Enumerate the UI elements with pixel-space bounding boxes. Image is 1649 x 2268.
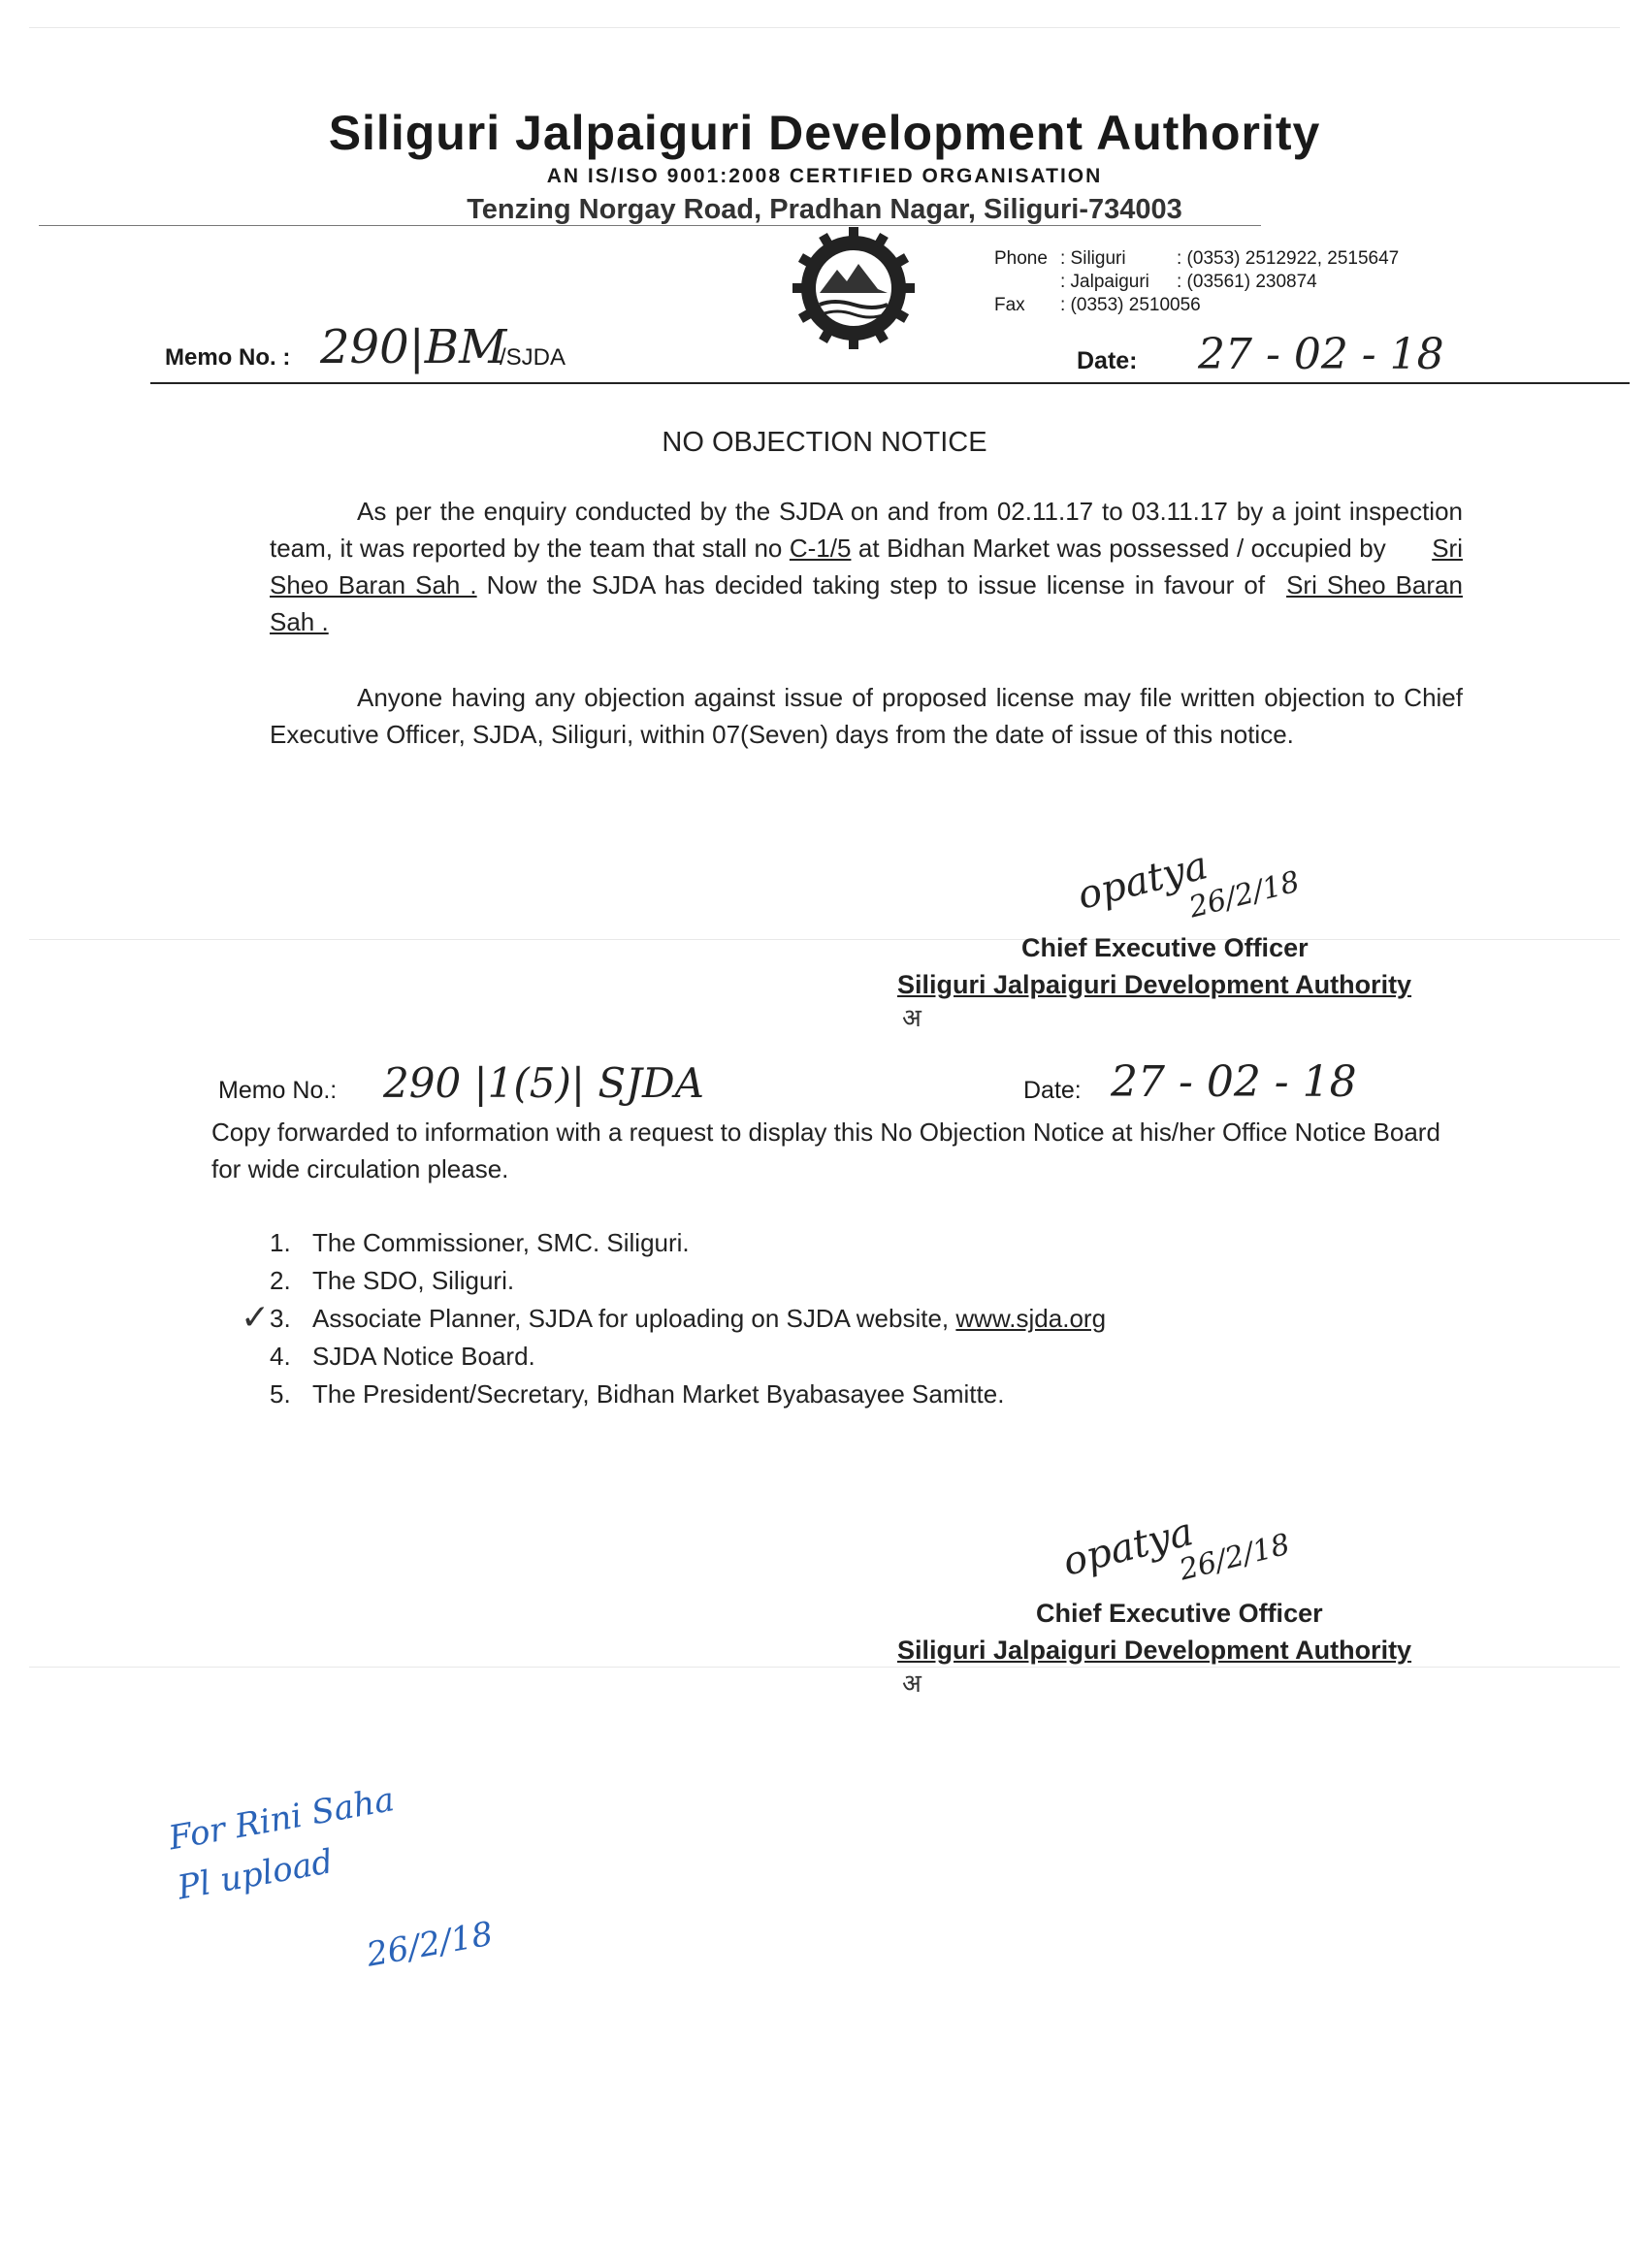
signature-2-title: Chief Executive Officer <box>1036 1599 1323 1628</box>
para1-text-b: at Bidhan Market was possessed / occupied by <box>857 534 1386 563</box>
sjda-website-link[interactable]: www.sjda.org <box>955 1304 1107 1333</box>
phone-label: Phone <box>994 248 1048 269</box>
fax-number: : (0353) 2510056 <box>1060 295 1201 315</box>
org-name: Siliguri Jalpaiguri Development Authority <box>328 106 1321 160</box>
licensee-name: Sri Sheo Baran Sah . <box>270 570 1463 636</box>
note-line-1: For Rini Saha <box>166 1780 398 1859</box>
notice-paragraph-2 <box>270 679 1463 753</box>
scan-line <box>29 1667 1620 1668</box>
memo-suffix: /SJDA <box>500 344 566 371</box>
signature-2-org: Siliguri Jalpaiguri Development Authority <box>897 1636 1412 1665</box>
note-line-2: Pl upload <box>175 1842 337 1908</box>
certification-line: AN IS/ISO 9001:2008 CERTIFIED ORGANISATION <box>546 165 1103 187</box>
list-item: 1. The Commissioner, SMC. Siliguri. <box>270 1228 690 1257</box>
note-line-3: 26/2/18 <box>364 1914 497 1975</box>
list-item: 5. The President/Secretary, Bidhan Market Byabasayee Samitte. <box>270 1379 1005 1409</box>
signature-1-initial-mark: अ <box>902 1004 922 1033</box>
memo-label: Memo No. : <box>165 344 291 371</box>
memo-rule <box>150 382 1630 384</box>
date-handwritten: 27 - 02 - 18 <box>1198 330 1444 379</box>
header-rule <box>39 225 1261 226</box>
recipient-list <box>270 1224 1106 1413</box>
contact-block <box>994 247 1399 317</box>
list-item: 4. SJDA Notice Board. <box>270 1342 535 1371</box>
signature-1-title: Chief Executive Officer <box>1021 933 1309 962</box>
forward-text: Copy forwarded to information with a request to display this No Objection Notice at his/her Office Notice Board for wide circulation please. <box>211 1118 1440 1183</box>
signature-1-date: 26/2/18 <box>1185 864 1304 925</box>
fax-label: Fax <box>994 295 1025 315</box>
para1-text-a: As per the enquiry conducted by the SJDA on and from 02.11.17 to 03.11.17 by a joint inspection team, it was reported by the team that stall no <box>270 497 1463 563</box>
check-mark-icon: ✓ <box>241 1298 271 1338</box>
signature-2-initial-mark: अ <box>902 1669 922 1699</box>
occupant-name: Sri Sheo Baran Sah . <box>270 534 1463 599</box>
siliguri-phone: : (0353) 2512922, 2515647 <box>1177 248 1400 269</box>
scan-line <box>29 27 1620 28</box>
signature-1-scrawl: opatya <box>1073 843 1212 919</box>
para2-text: Anyone having any objection against issue of proposed license may file written objection to Chief Executive Officer, SJDA, Siliguri, within 07(Seven) days from the date of issue of this notice. <box>270 683 1463 749</box>
siliguri-label: : Siliguri <box>1060 248 1126 269</box>
jalpaiguri-phone: : (03561) 230874 <box>1177 272 1317 292</box>
stall-number: C-1/5 <box>789 534 852 563</box>
list-item: 3. Associate Planner, SJDA for uploading on SJDA website, www.sjda.org <box>270 1300 1106 1338</box>
signature-2-date: 26/2/18 <box>1176 1527 1294 1588</box>
notice-title: NO OBJECTION NOTICE <box>662 427 987 458</box>
notice-paragraph-1 <box>270 493 1463 640</box>
signature-2-scrawl: opatya <box>1058 1509 1198 1585</box>
forward-date-label: Date: <box>1023 1077 1082 1104</box>
memo-number-handwritten: 290|BM <box>320 320 507 374</box>
forward-date-handwritten: 27 - 02 - 18 <box>1111 1057 1357 1107</box>
org-address: Tenzing Norgay Road, Pradhan Nagar, Siliguri-734003 <box>467 194 1182 225</box>
list-item: 2. The SDO, Siliguri. <box>270 1266 515 1295</box>
date-label: Date: <box>1077 347 1138 374</box>
handwritten-note <box>165 1762 497 2011</box>
jalpaiguri-label: : Jalpaiguri <box>1060 272 1149 292</box>
scan-line <box>29 939 1620 940</box>
para1-text-c: Now the SJDA has decided taking step to issue license in favour of <box>486 570 1266 599</box>
sjda-emblem-logo <box>791 225 917 351</box>
signature-1-org: Siliguri Jalpaiguri Development Authority <box>897 970 1412 999</box>
forward-memo-label: Memo No.: <box>218 1077 338 1104</box>
forward-memo-handwritten: 290 |1(5)| SJDA <box>383 1059 704 1107</box>
